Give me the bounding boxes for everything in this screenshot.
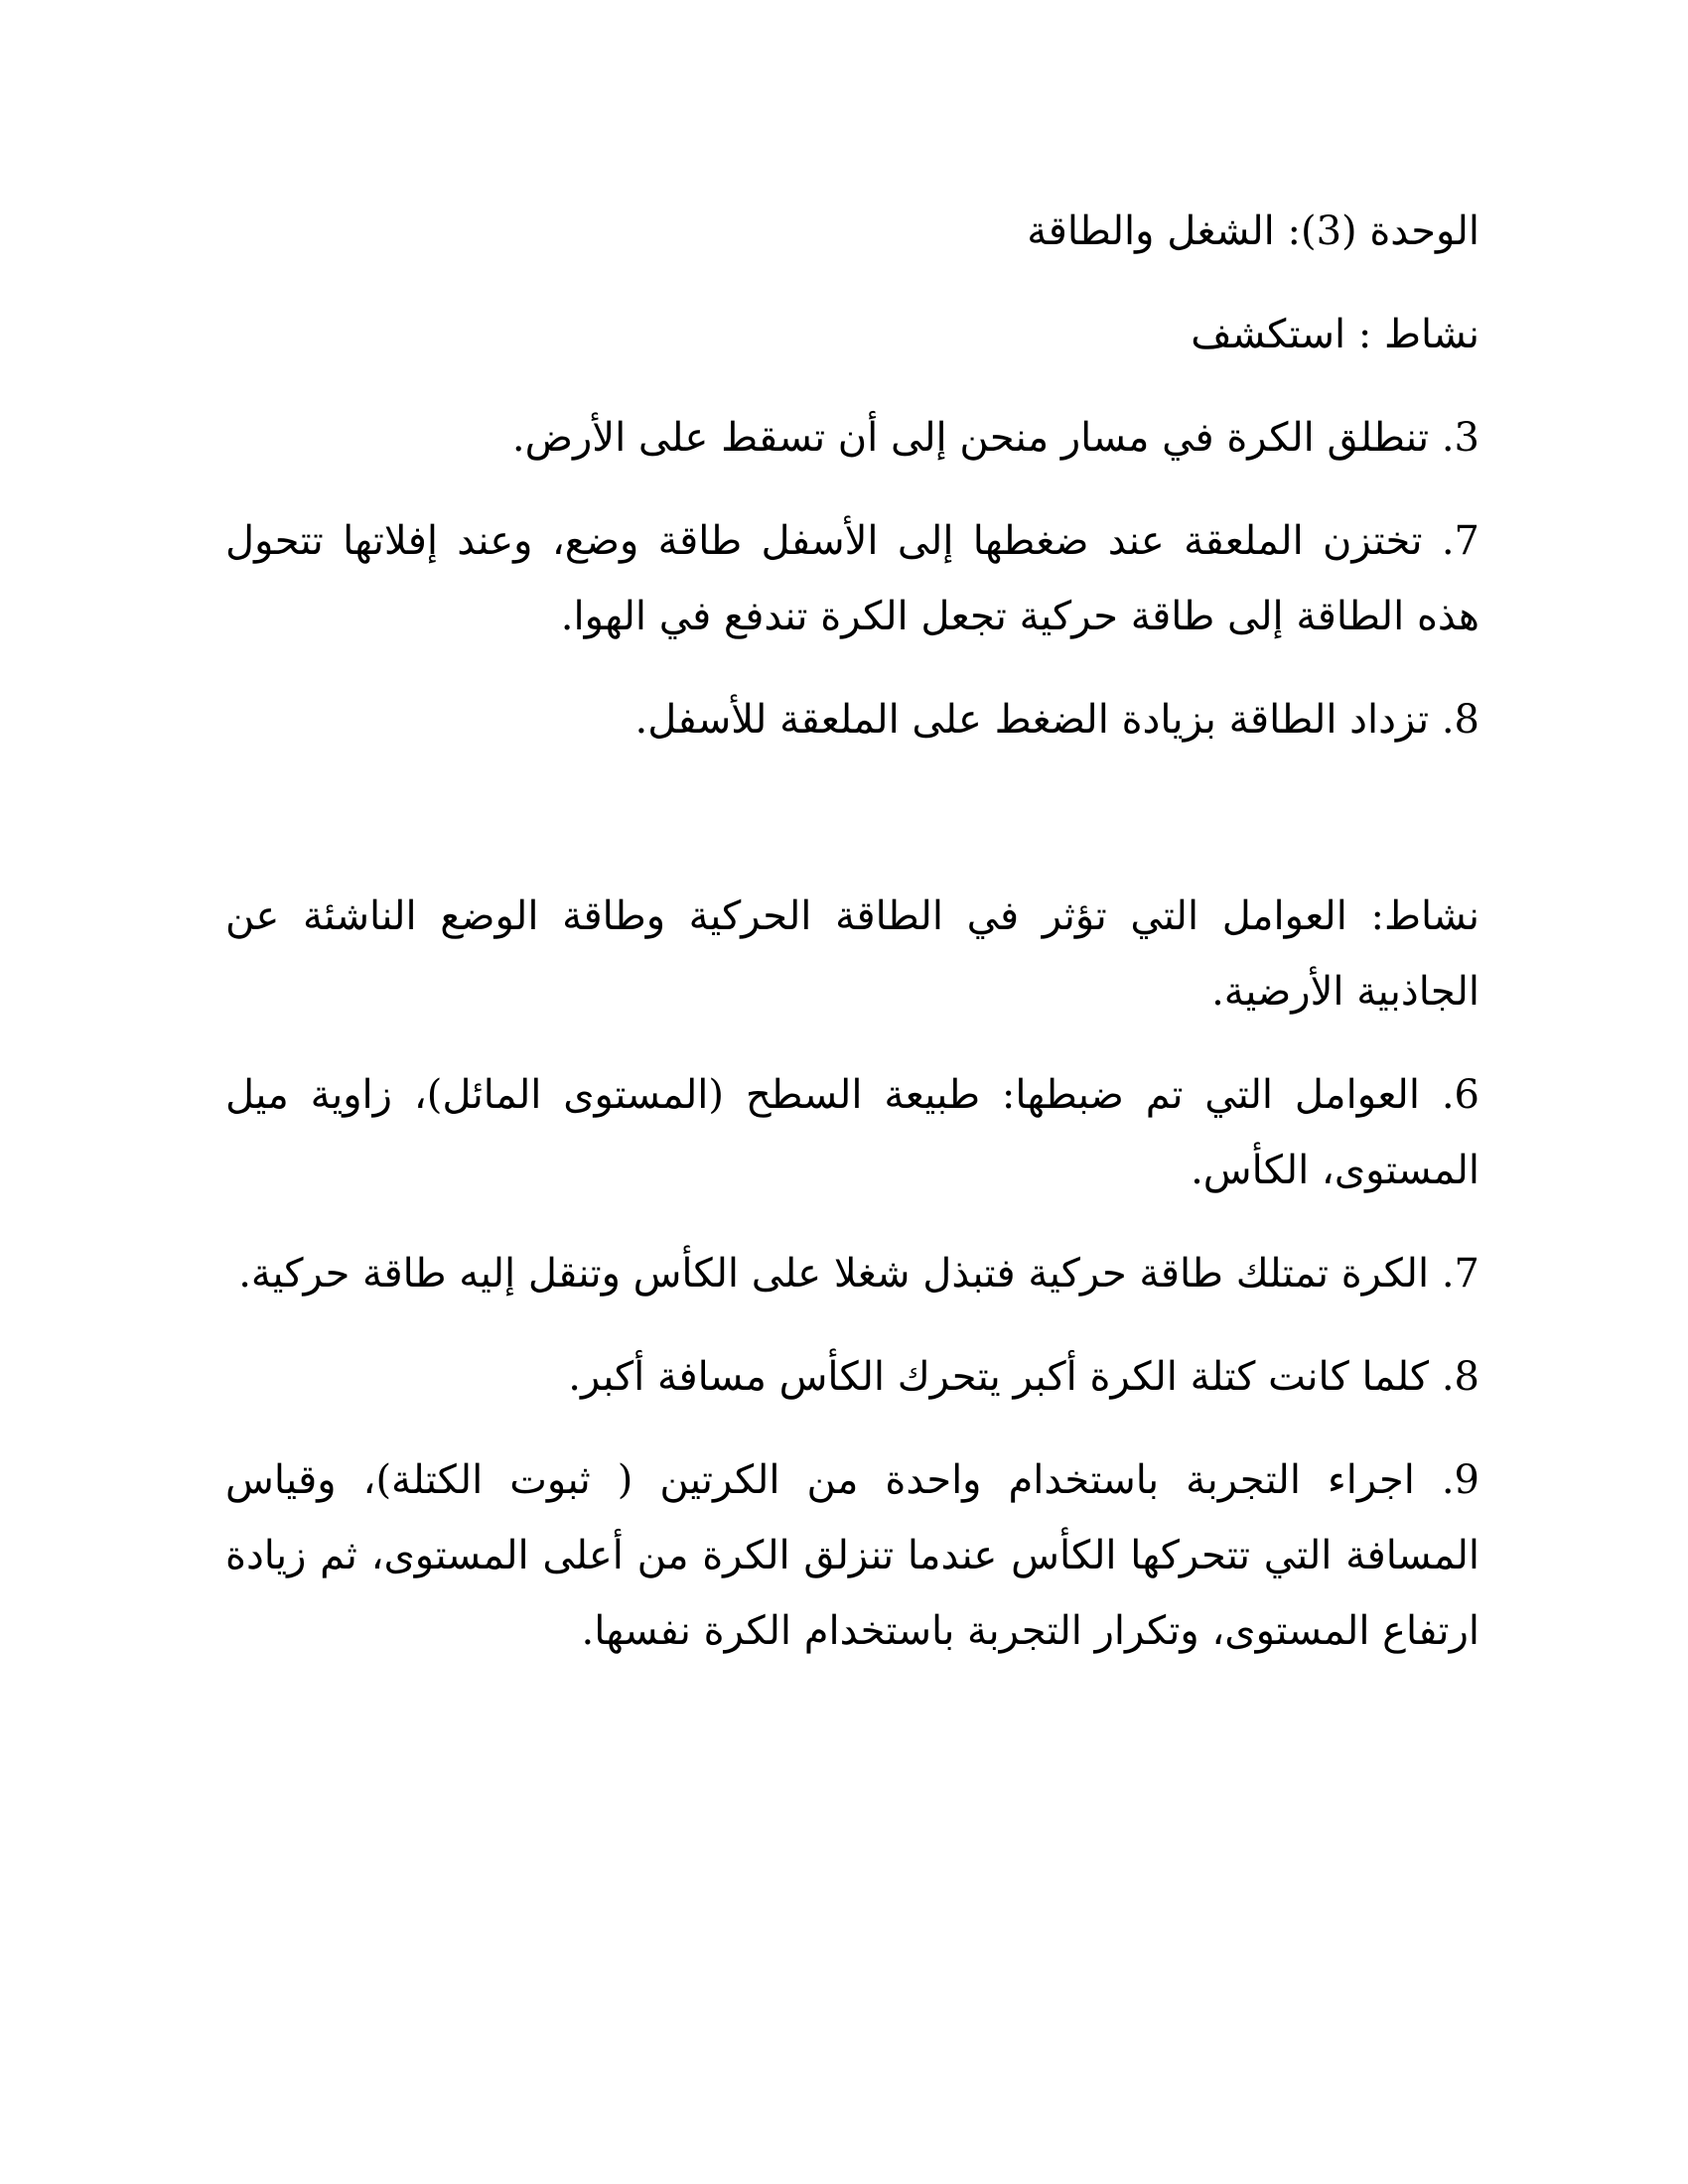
activity-heading-factors: نشاط: العوامل التي تؤثر في الطاقة الحركية وطاقة الوضع الناشئة عن الجاذبية الأرضية. <box>225 893 1479 1015</box>
item-text: تختزن الملعقة عند ضغطها إلى الأسفل طاقة وضع، وعند إفلاتها تتحول هذه الطاقة إلى طاقة حركية تجعل الكرة تندفع في الهوا. <box>225 518 1479 639</box>
item-text: كلما كانت كتلة الكرة أكبر يتحرك الكأس مسافة أكبر. <box>568 1354 1430 1400</box>
activity-2-item-8 <box>225 1339 1479 1415</box>
activity-heading-explore: نشاط : استكشف <box>1191 312 1479 357</box>
activity-1-item-3 <box>225 400 1479 476</box>
arabic-text-column <box>225 194 1479 1697</box>
activity-2-item-7 <box>225 1236 1479 1311</box>
item-text: العوامل التي تم ضبطها: طبيعة السطح (المستوى المائل)، زاوية ميل المستوى، الكأس. <box>225 1072 1479 1193</box>
item-text: تزداد الطاقة بزيادة الضغط على الملعقة للأسفل. <box>634 697 1430 743</box>
item-number: 6. <box>1441 1072 1479 1118</box>
item-number: 8. <box>1441 697 1479 743</box>
activity-2-item-9 <box>225 1442 1479 1669</box>
activity-1-item-8 <box>225 682 1479 757</box>
item-number: 7. <box>1441 518 1479 564</box>
section-spacer <box>225 785 1479 879</box>
activity-1-item-7 <box>225 503 1479 654</box>
item-text: الكرة تمتلك طاقة حركية فتبذل شغلا على الكأس وتنقل إليه طاقة حركية. <box>238 1251 1430 1297</box>
item-number: 9. <box>1441 1457 1479 1503</box>
item-number: 3. <box>1441 415 1479 461</box>
activity-2-item-6 <box>225 1057 1479 1208</box>
item-text: اجراء التجربة باستخدام واحدة من الكرتين ( ثبوت الكتلة)، وقياس المسافة التي تتحركها الكأس عندما تنزلق الكرة من أعلى المستوى، ثم زيادة ارتفاع المستوى، وتكرار التجربة باستخدام الكرة نفسها. <box>225 1457 1479 1654</box>
item-number: 7. <box>1441 1251 1479 1297</box>
unit-title: الوحدة (3): الشغل والطاقة <box>1027 208 1479 254</box>
item-number: 8. <box>1441 1354 1479 1400</box>
item-text: تنطلق الكرة في مسار منحن إلى أن تسقط على الأرض. <box>511 415 1430 461</box>
